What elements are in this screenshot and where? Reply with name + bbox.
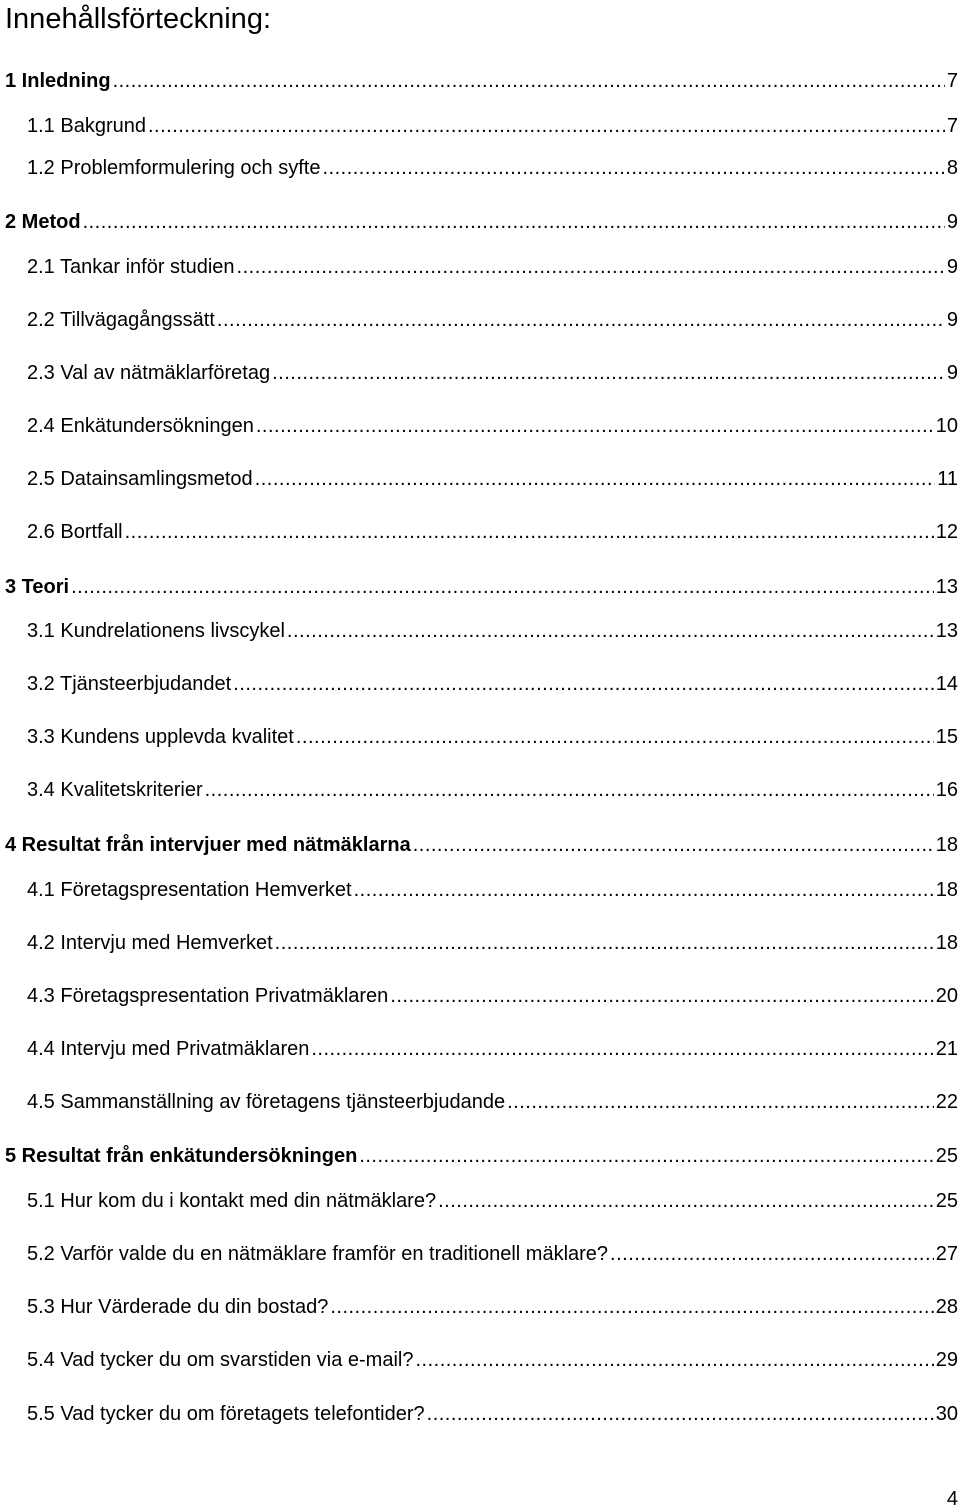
toc-entry-page: 21 — [935, 1038, 958, 1060]
toc-entry-page: 18 — [935, 834, 958, 856]
dot-leader — [205, 777, 934, 803]
toc-entry-page: 18 — [935, 932, 958, 954]
dot-leader — [354, 877, 934, 903]
toc-entry-section[interactable] — [27, 877, 958, 903]
dot-leader — [275, 930, 934, 956]
toc-entry-page: 15 — [935, 726, 958, 748]
toc-entry-page: 9 — [946, 211, 958, 233]
toc-entry-page: 9 — [946, 309, 958, 331]
toc-entry-label: 4.5 Sammanställning av företagens tjänsteerbjudande — [27, 1091, 506, 1113]
dot-leader — [610, 1241, 934, 1267]
toc-entry-label: 2.3 Val av nätmäklarföretag — [27, 362, 271, 384]
toc-entry-label: 1 Inledning — [5, 70, 111, 92]
toc-entry-label: 2.6 Bortfall — [27, 521, 123, 543]
toc-entry-section[interactable] — [27, 413, 958, 439]
dot-leader — [125, 519, 934, 545]
toc-entry-label: 2.1 Tankar inför studien — [27, 256, 235, 278]
toc-entry-section[interactable] — [27, 777, 958, 803]
toc-entry-page: 10 — [935, 415, 958, 437]
dot-leader — [237, 254, 945, 280]
toc-entry-label: 1.2 Problemformulering och syfte — [27, 157, 321, 179]
dot-leader — [438, 1188, 934, 1214]
dot-leader — [507, 1089, 934, 1115]
dot-leader — [233, 671, 934, 697]
toc-entry-section[interactable] — [27, 155, 958, 181]
toc-entry-chapter[interactable] — [5, 68, 958, 94]
toc-entry-page: 14 — [935, 673, 958, 695]
toc-entry-label: 2.4 Enkätundersökningen — [27, 415, 254, 437]
toc-entry-page: 28 — [935, 1296, 958, 1318]
toc-entry-label: 4.1 Företagspresentation Hemverket — [27, 879, 352, 901]
toc-entry-section[interactable] — [27, 1401, 958, 1427]
dot-leader — [255, 466, 936, 492]
dot-leader — [296, 724, 934, 750]
toc-entry-chapter[interactable] — [5, 209, 958, 235]
toc-entry-label: 4 Resultat från intervjuer med nätmäklarna — [5, 834, 411, 856]
toc-entry-label: 5.5 Vad tycker du om företagets telefontider? — [27, 1403, 425, 1425]
toc-entry-section[interactable] — [27, 1294, 958, 1320]
toc-entry-page: 30 — [935, 1403, 958, 1425]
toc-entry-chapter[interactable] — [5, 832, 958, 858]
toc-entry-page: 25 — [935, 1145, 958, 1167]
toc-entry-page: 27 — [935, 1243, 958, 1265]
toc-entry-label: 4.4 Intervju med Privatmäklaren — [27, 1038, 310, 1060]
toc-entry-page: 9 — [946, 256, 958, 278]
toc-entry-page: 22 — [935, 1091, 958, 1113]
toc-entry-label: 5.1 Hur kom du i kontakt med din nätmäklare? — [27, 1190, 437, 1212]
toc-entry-section[interactable] — [27, 1089, 958, 1115]
toc-entry-chapter[interactable] — [5, 574, 958, 600]
toc-entry-section[interactable] — [27, 724, 958, 750]
toc-entry-page: 13 — [935, 576, 958, 598]
dot-leader — [148, 113, 945, 139]
dot-leader — [83, 209, 945, 235]
toc-entry-page: 11 — [937, 468, 958, 490]
toc-entry-section[interactable] — [27, 671, 958, 697]
toc-entry-label: 4.2 Intervju med Hemverket — [27, 932, 273, 954]
toc-entry-section[interactable] — [27, 307, 958, 333]
toc-entry-page: 8 — [946, 157, 958, 179]
toc-entry-page: 18 — [935, 879, 958, 901]
dot-leader — [322, 155, 944, 181]
toc-entry-section[interactable] — [27, 1241, 958, 1267]
dot-leader — [256, 413, 934, 439]
toc-entry-label: 4.3 Företagspresentation Privatmäklaren — [27, 985, 389, 1007]
page-title: Innehållsförteckning: — [5, 3, 271, 35]
toc-entry-label: 3.3 Kundens upplevda kvalitet — [27, 726, 294, 748]
toc-entry-label: 2 Metod — [5, 211, 81, 233]
toc-entry-page: 20 — [935, 985, 958, 1007]
toc-entry-label: 5.2 Varför valde du en nätmäklare framför en traditionell mäklare? — [27, 1243, 609, 1265]
toc-entry-section[interactable] — [27, 1036, 958, 1062]
toc-entry-section[interactable] — [27, 360, 958, 386]
toc-entry-section[interactable] — [27, 519, 958, 545]
dot-leader — [330, 1294, 933, 1320]
toc-entry-page: 9 — [946, 362, 958, 384]
dot-leader — [359, 1143, 933, 1169]
toc-entry-page: 7 — [946, 70, 958, 92]
toc-entry-label: 3.1 Kundrelationens livscykel — [27, 620, 285, 642]
dot-leader — [413, 832, 934, 858]
dot-leader — [287, 618, 934, 644]
toc-entry-section[interactable] — [27, 1347, 958, 1373]
toc-entry-label: 5.3 Hur Värderade du din bostad? — [27, 1296, 329, 1318]
dot-leader — [113, 68, 945, 94]
toc-entry-label: 5 Resultat från enkätundersökningen — [5, 1145, 358, 1167]
toc-entry-section[interactable] — [27, 113, 958, 139]
toc-entry-section[interactable] — [27, 254, 958, 280]
dot-leader — [415, 1347, 933, 1373]
toc-entry-page: 13 — [935, 620, 958, 642]
toc-entry-label: 2.2 Tillvägagångssätt — [27, 309, 215, 331]
toc-entry-label: 3 Teori — [5, 576, 70, 598]
toc-entry-page: 7 — [946, 115, 958, 137]
toc-entry-label: 2.5 Datainsamlingsmetod — [27, 468, 253, 490]
dot-leader — [217, 307, 945, 333]
toc-entry-section[interactable] — [27, 618, 958, 644]
dot-leader — [390, 983, 933, 1009]
toc-entry-section[interactable] — [27, 930, 958, 956]
toc-entry-label: 3.2 Tjänsteerbjudandet — [27, 673, 232, 695]
page-number: 4 — [946, 1488, 958, 1510]
dot-leader — [272, 360, 945, 386]
toc-entry-section[interactable] — [27, 1188, 958, 1214]
dot-leader — [71, 574, 934, 600]
toc-entry-label: 5.4 Vad tycker du om svarstiden via e-mail? — [27, 1349, 414, 1371]
toc-entry-section[interactable] — [27, 983, 958, 1009]
toc-entry-page: 29 — [935, 1349, 958, 1371]
toc-entry-chapter[interactable] — [5, 1143, 958, 1169]
dot-leader — [311, 1036, 933, 1062]
toc-entry-section[interactable] — [27, 466, 958, 492]
toc-entry-label: 1.1 Bakgrund — [27, 115, 146, 137]
toc-entry-page: 16 — [935, 779, 958, 801]
toc-entry-label: 3.4 Kvalitetskriterier — [27, 779, 203, 801]
toc-entry-page: 25 — [935, 1190, 958, 1212]
toc-entry-page: 12 — [935, 521, 958, 543]
dot-leader — [427, 1401, 934, 1427]
